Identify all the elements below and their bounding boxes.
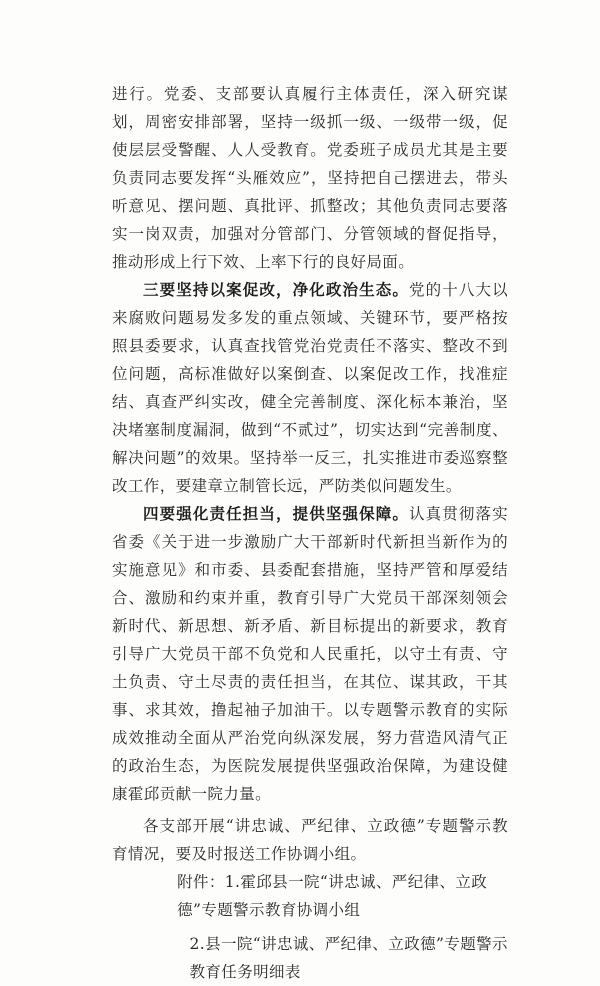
paragraph-third-requirement: [112, 276, 508, 500]
paragraph-fourth-requirement: [112, 500, 508, 808]
paragraph-heading: 四要强化责任担当，提供坚强保障。: [143, 505, 409, 523]
paragraph-body: 党的十八大以来腐败问题易发多发的重点领域、关键环节，要严格按照县委要求，认真查找管党治党责任不落实、整改不到位问题，高标准做好以案倒查、以案促改工作，找准症结、真查严纠实改，健全完善制度、深化标本兼治，坚决堵塞制度漏洞，做到“不贰过”，切实达到“完善制度、解决问题”的效果。坚持举一反三，扎实推进市委巡察整改工作，要建章立制管长远，严防类似问题发生。: [112, 281, 509, 495]
paragraph-heading: 三要坚持以案促改，净化政治生态。: [143, 281, 409, 299]
paragraph-party-committee-responsibility: 进行。党委、支部要认真履行主体责任，深入研究谋划，周密安排部署，坚持一级抓一级、一级带一级，促使层层受警醒、人人受教育。党委班子成员尤其是主要负责同志要发挥“头雁效应”，坚持把自己摆进去，带头听意见、摆问题、真批评、抓整改；其他负责同志要落实一岗双责，加强对分管部门、分管领域的督促指导，推动形成上行下效、上率下行的良好局面。: [112, 85, 508, 271]
attachment-item-1: 附件：1.霍邱县一院“讲忠诚、严纪律、立政德”专题警示教育协调小组: [177, 873, 488, 919]
paragraph-body: 认真贯彻落实省委《关于进一步激励广大干部新时代新担当新作为的实施意见》和市委、县委配套措施，坚持严管和厚爱结合、激励和约束并重，教育引导广大党员干部深刻领会新时代、新思想、新矛盾、新目标提出的新要求，教育引导广大党员干部不负党和人民重托，以守土有责、守土负责、守土尽责的责任担当，在其位、谋其政，干其事、求其效，撸起袖子加油干。以专题警示教育的实际成效推动全面从严治党向纵深发展，努力营造风清气正的政治生态，为医院发展提供坚强政治保障，为建设健康霍邱贡献一院力量。: [112, 505, 509, 803]
attachment-item-2: 2.县一院“讲忠诚、严纪律、立政德”专题警示教育任务明细表: [189, 935, 508, 981]
paragraph-reporting-instruction: 各支部开展“讲忠诚、严纪律、立政德”专题警示教育情况，要及时报送工作协调小组。: [112, 817, 508, 863]
